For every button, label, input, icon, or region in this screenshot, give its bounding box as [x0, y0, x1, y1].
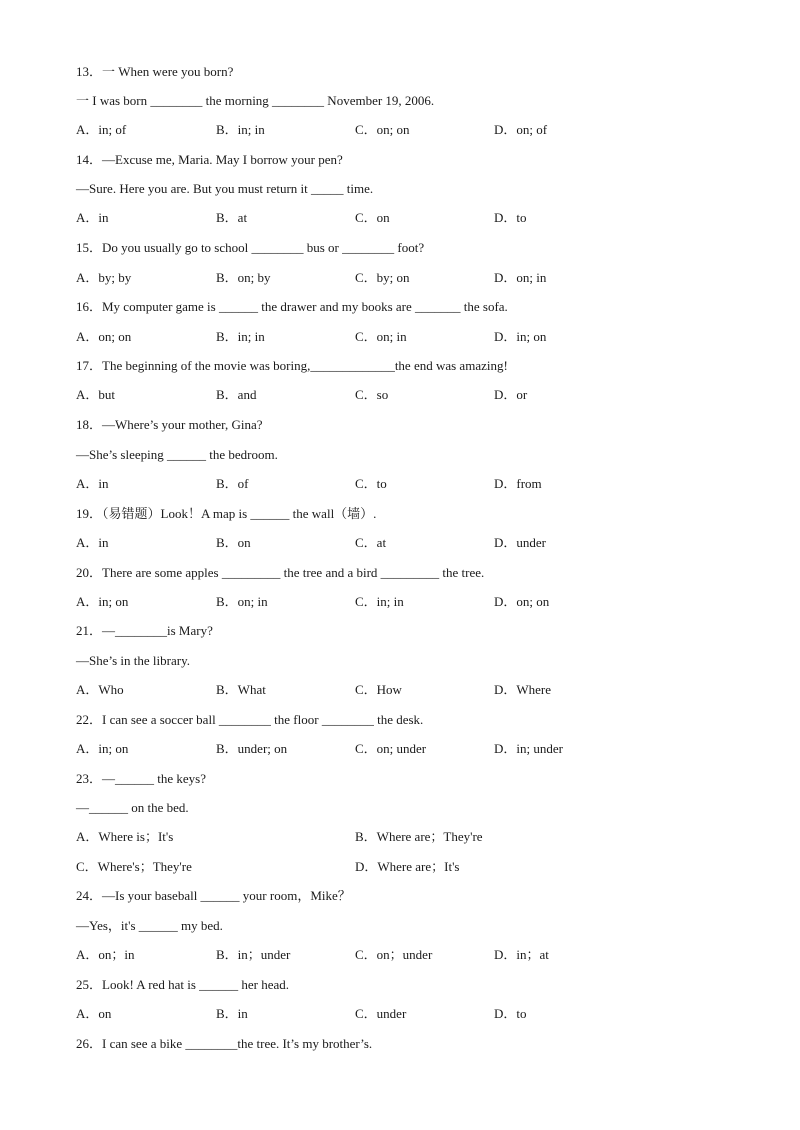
option-d: D．in；at [494, 947, 549, 962]
option-c: C．under [355, 1006, 407, 1021]
option-c: C．so [355, 387, 389, 402]
option-a: A．on；in [76, 947, 135, 962]
option-a: A．Who [76, 682, 124, 697]
option-b: B．in [216, 1006, 248, 1021]
option-a: A．on; on [76, 329, 132, 344]
option-b: B．on; in [216, 594, 268, 609]
option-b: B．Where are；They're [355, 829, 483, 844]
question-19-stem: 19．（易错题）Look！A map is ______ the wall（墙）. [76, 506, 377, 521]
option-d: D．under [494, 535, 546, 550]
option-b: B．on [216, 535, 251, 550]
option-d: D．to [494, 1006, 527, 1021]
option-a: A．in; of [76, 122, 127, 137]
option-a: A．in [76, 476, 109, 491]
question-23-stem: 23．—______ the keys? [76, 771, 206, 786]
question-24-stem: 24．—Is your baseball ______ your room，Mike？ [76, 888, 351, 903]
option-c: C．Where's；They're [76, 859, 192, 874]
option-d: D．on; in [494, 270, 547, 285]
option-b: B．and [216, 387, 257, 402]
question-26-stem: 26．I can see a bike ________the tree. It’s my brother’s. [76, 1036, 373, 1051]
option-b: B．on; by [216, 270, 271, 285]
question-17-stem: 17．The beginning of the movie was boring,_____________the end was amazing! [76, 358, 508, 373]
option-b: B．What [216, 682, 266, 697]
option-a: A．in [76, 210, 109, 225]
question-21-stem: 21．—________is Mary? [76, 623, 213, 638]
option-c: C．on; on [355, 122, 410, 137]
question-13-stem: 13．一 When were you born? [76, 64, 234, 79]
question-13-line2: 一 I was born ________ the morning ________ November 19, 2006. [76, 93, 435, 108]
option-d: D．on; on [494, 594, 550, 609]
question-16-stem: 16．My computer game is ______ the drawer and my books are _______ the sofa. [76, 299, 508, 314]
question-23-line2: —______ on the bed. [76, 800, 189, 815]
question-20-stem: 20．There are some apples _________ the tree and a bird _________ the tree. [76, 565, 485, 580]
option-b: B．in; in [216, 329, 265, 344]
option-c: C．on [355, 210, 390, 225]
option-c: C．on; under [355, 741, 427, 756]
option-b: B．at [216, 210, 248, 225]
option-c: C．in; in [355, 594, 404, 609]
option-c: C．How [355, 682, 402, 697]
option-c: C．to [355, 476, 387, 491]
option-c: C．by; on [355, 270, 410, 285]
option-b: B．of [216, 476, 249, 491]
question-22-stem: 22．I can see a soccer ball ________ the floor ________ the desk. [76, 712, 424, 727]
option-d: D．or [494, 387, 528, 402]
question-18-stem: 18．—Where’s your mother, Gina? [76, 417, 263, 432]
option-a: A．on [76, 1006, 112, 1021]
question-25-stem: 25．Look! A red hat is ______ her head. [76, 977, 290, 992]
option-c: C．on; in [355, 329, 407, 344]
option-d: D．Where are；It's [355, 859, 460, 874]
option-c: C．on；under [355, 947, 433, 962]
option-c: C．at [355, 535, 387, 550]
question-14-line2: —Sure. Here you are. But you must return it _____ time. [76, 181, 374, 196]
question-24-line2: —Yes，it's ______ my bed. [76, 918, 223, 933]
option-d: D．on; of [494, 122, 548, 137]
question-21-line2: —She’s in the library. [76, 653, 190, 668]
option-a: A．but [76, 387, 116, 402]
question-18-line2: —She’s sleeping ______ the bedroom. [76, 447, 278, 462]
option-a: A．Where is；It's [76, 829, 174, 844]
option-d: D．from [494, 476, 542, 491]
question-14-stem: 14．—Excuse me, Maria. May I borrow your pen? [76, 152, 343, 167]
option-a: A．by; by [76, 270, 132, 285]
option-a: A．in; on [76, 741, 129, 756]
option-d: D．Where [494, 682, 552, 697]
option-a: A．in [76, 535, 109, 550]
option-d: D．in; on [494, 329, 547, 344]
option-b: B．in; in [216, 122, 265, 137]
option-d: D．to [494, 210, 527, 225]
option-d: D．in; under [494, 741, 563, 756]
option-a: A．in; on [76, 594, 129, 609]
question-15-stem: 15．Do you usually go to school ________ bus or ________ foot? [76, 240, 425, 255]
option-b: B．under; on [216, 741, 288, 756]
option-b: B．in；under [216, 947, 291, 962]
